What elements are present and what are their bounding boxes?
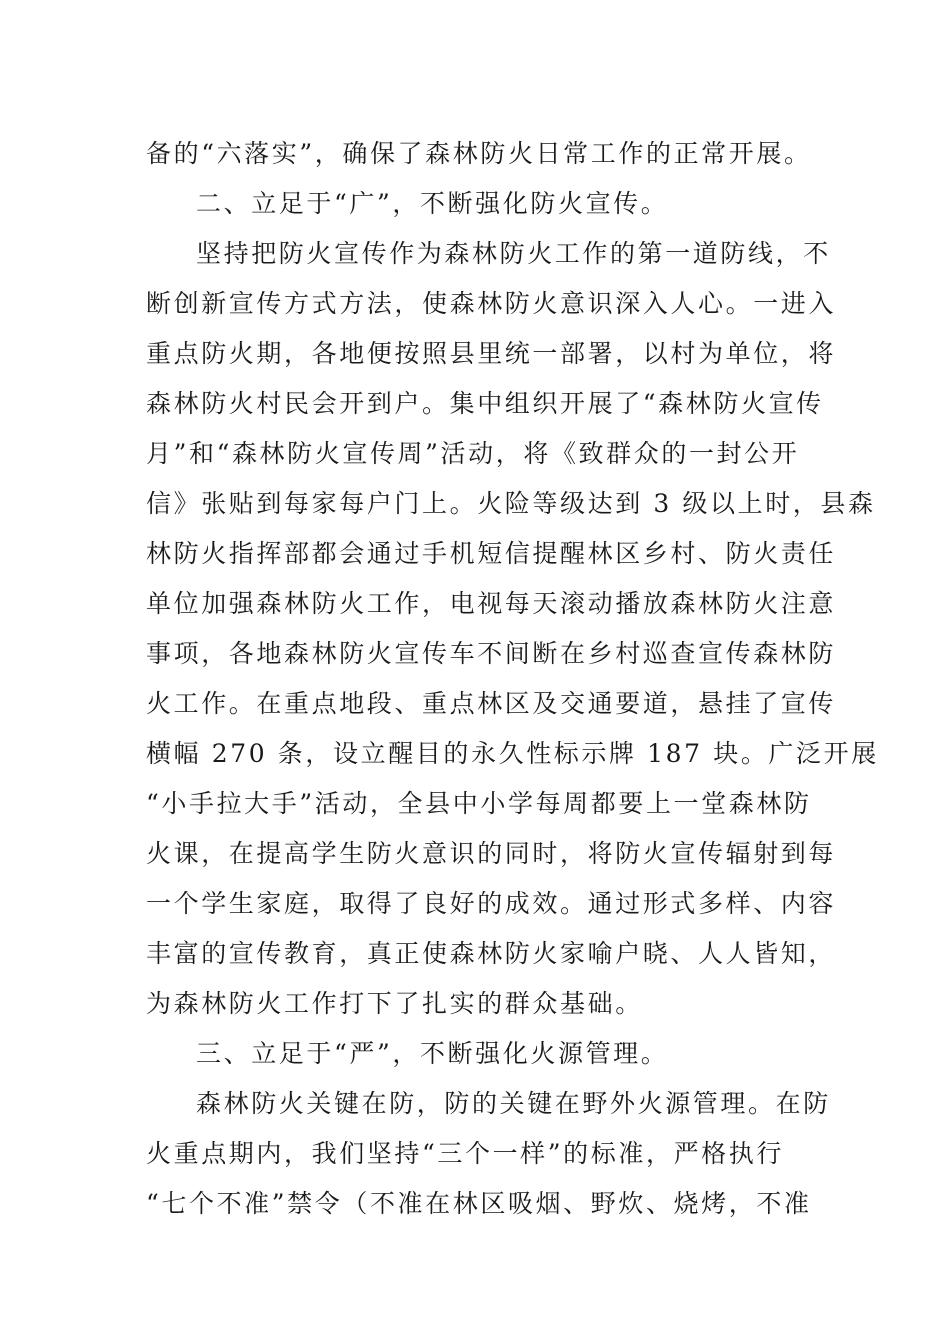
text-line-5: 重点防火期，各地便按照县里统一部署，以村为单位，将	[146, 339, 837, 368]
text-line-8: 信》张贴到每家每户门上。火险等级达到 3 级以上时，县森	[146, 489, 876, 518]
text-line-12: 火工作。在重点地段、重点林区及交通要道，悬挂了宣传	[146, 689, 837, 718]
text-line-15: 火课，在提高学生防火意识的同时，将防火宣传辐射到每	[146, 839, 837, 868]
text-line-3: 坚持把防火宣传作为森林防火工作的第一道防线，不	[196, 239, 831, 268]
text-line-1: 备的“六落实”，确保了森林防火日常工作的正常开展。	[146, 139, 812, 168]
text-line-9: 林防火指挥部都会通过手机短信提醒林区乡村、防火责任	[146, 539, 837, 568]
text-line-13: 横幅 270 条，设立醒目的永久性标示牌 187 块。广泛开展	[146, 739, 879, 768]
text-line-14: “小手拉大手”活动，全县中小学每周都要上一堂森林防	[146, 789, 812, 818]
section-heading-3: 三、立足于“严”，不断强化火源管理。	[196, 1039, 669, 1068]
text-line-16: 一个学生家庭，取得了良好的成效。通过形式多样、内容	[146, 889, 837, 918]
text-line-7: 月”和“森林防火宣传周”活动，将《致群众的一封公开	[146, 439, 800, 468]
text-line-18: 为森林防火工作打下了扎实的群众基础。	[146, 989, 643, 1018]
text-line-10: 单位加强森林防火工作，电视每天滚动播放森林防火注意	[146, 589, 837, 618]
text-line-11: 事项，各地森林防火宣传车不间断在乡村巡查宣传森林防	[146, 639, 837, 668]
text-line-20: 森林防火关键在防，防的关键在野外火源管理。在防	[196, 1089, 831, 1118]
text-line-17: 丰富的宣传教育，真正使森林防火家喻户晓、人人皆知，	[146, 939, 837, 968]
text-line-4: 断创新宣传方式方法，使森林防火意识深入人心。一进入	[146, 289, 837, 318]
section-heading-2: 二、立足于“广”，不断强化防火宣传。	[196, 189, 669, 218]
text-line-22: “七个不准”禁令（不准在林区吸烟、野炊、烧烤，不准	[146, 1189, 812, 1218]
text-line-21: 火重点期内，我们坚持“三个一样”的标准，严格执行	[146, 1139, 784, 1168]
text-line-6: 森林防火村民会开到户。集中组织开展了“森林防火宣传	[146, 389, 824, 418]
